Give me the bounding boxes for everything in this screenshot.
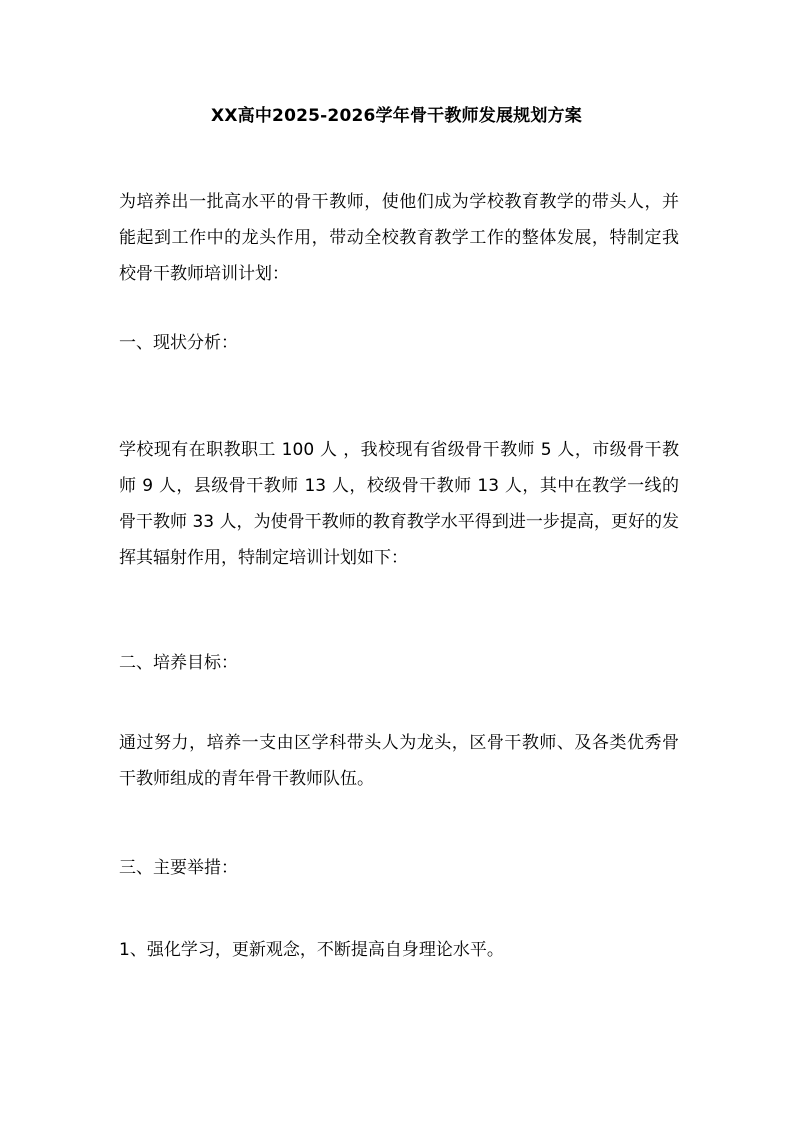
status-paragraph: 学校现有在职教职工 100 人 ，我校现有省级骨干教师 5 人，市级骨干教师 9 人，县级骨干教师 13 人，校级骨干教师 13 人，其中在教学一线的骨干教师 33 人，为使骨干教师的教育教学水平得到进一步提高，更好的发挥其辐射作用，特制定培训计划如下：: [119, 440, 679, 568]
section-heading-status: 一、现状分析：: [119, 333, 238, 353]
section-heading-goals: 二、培养目标：: [119, 653, 238, 673]
section-heading-measures: 三、主要举措：: [119, 858, 238, 878]
document-title: XX高中2025-2026学年骨干教师发展规划方案: [211, 106, 582, 126]
goals-paragraph: 通过努力，培养一支由区学科带头人为龙头，区骨干教师、及各类优秀骨干教师组成的青年骨干教师队伍。: [119, 733, 679, 789]
intro-paragraph: 为培养出一批高水平的骨干教师，使他们成为学校教育教学的带头人，并能起到工作中的龙头作用，带动全校教育教学工作的整体发展，特制定我校骨干教师培训计划：: [119, 192, 679, 284]
measure-item-1: 1、强化学习，更新观念，不断提高自身理论水平。: [119, 940, 504, 960]
